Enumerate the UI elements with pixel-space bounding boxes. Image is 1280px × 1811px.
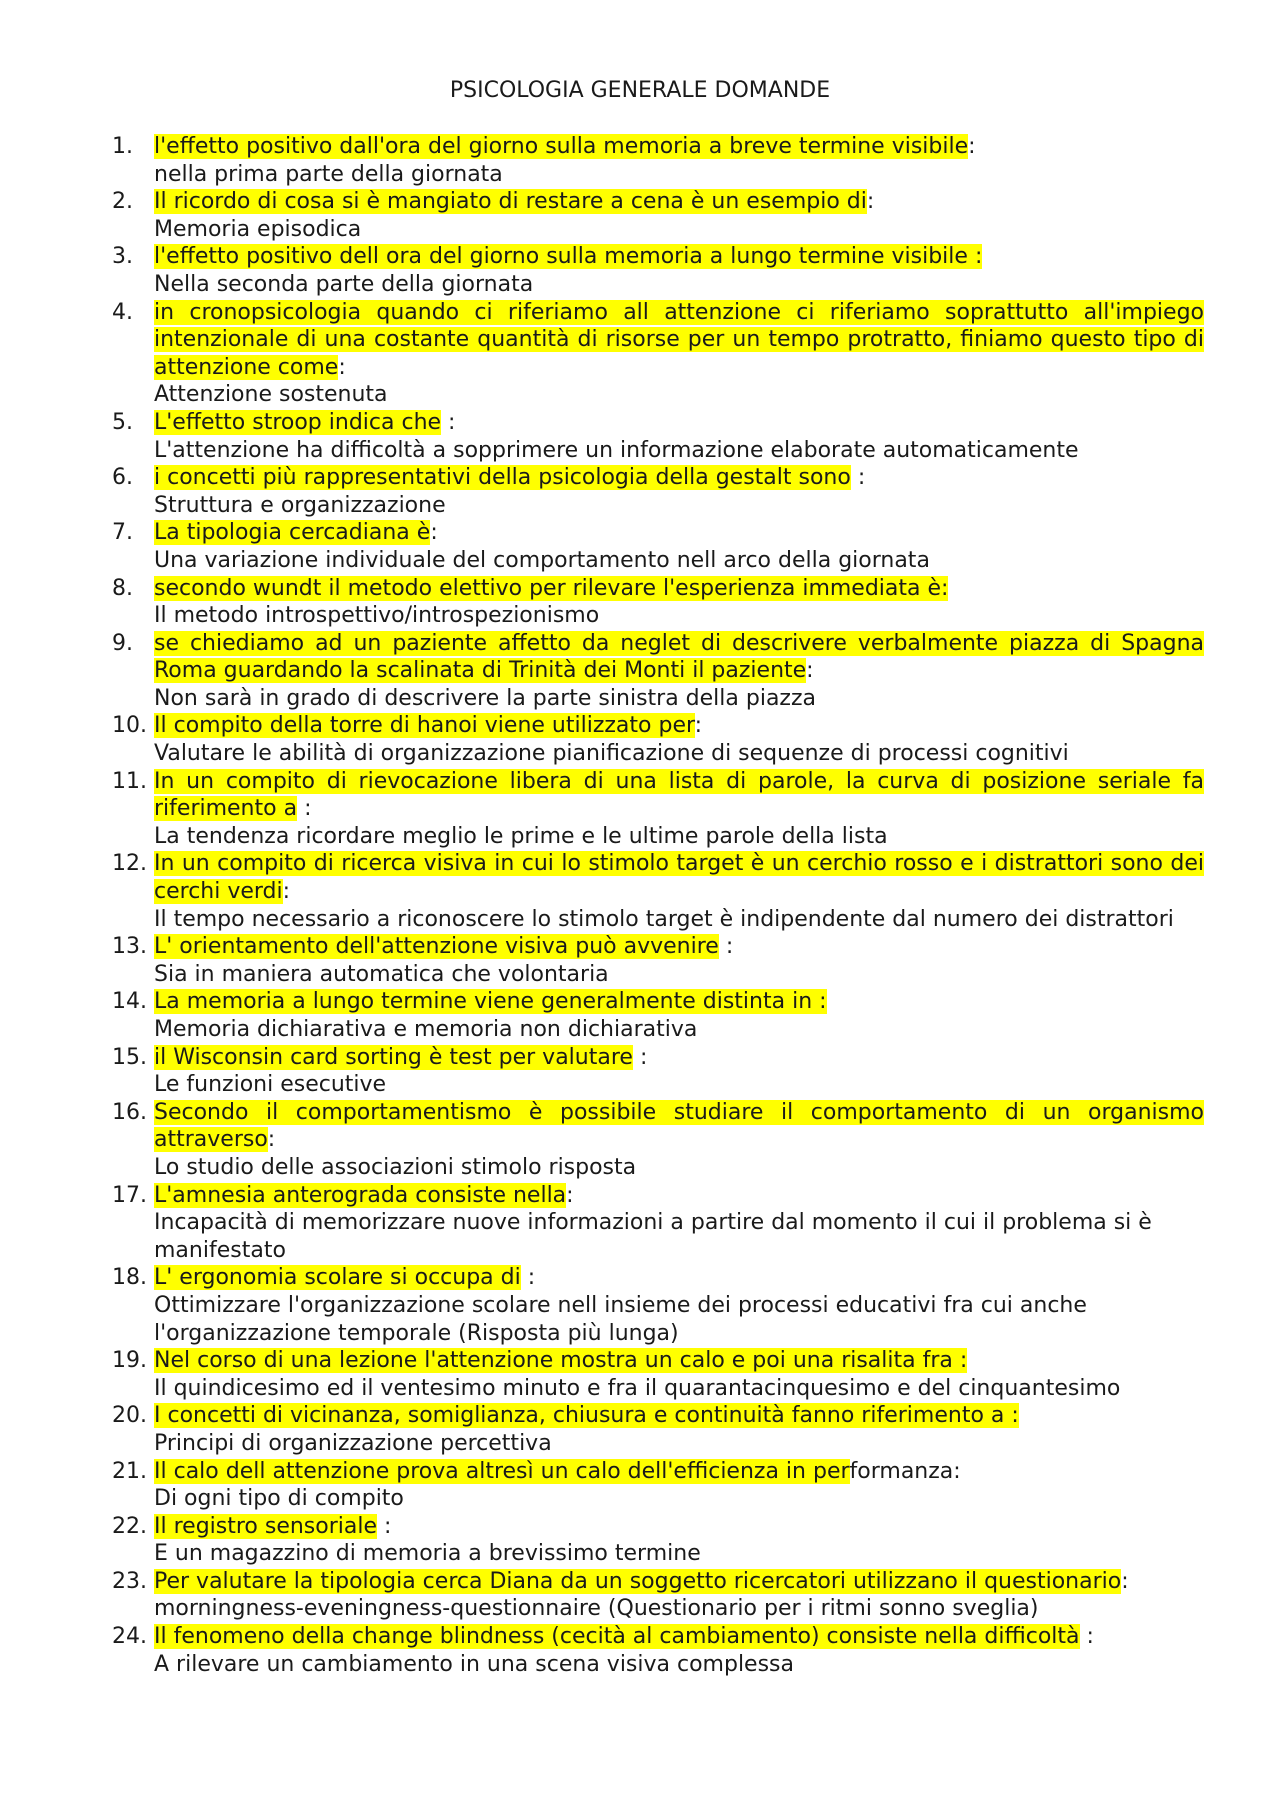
highlighted-question: Il ricordo di cosa si è mangiato di restare a cena è un esempio di bbox=[154, 189, 867, 215]
question-suffix: : bbox=[430, 520, 438, 546]
answer-text: Il metodo introspettivo/introspezionismo bbox=[154, 603, 600, 629]
list-item bbox=[0, 768, 1280, 851]
question-text bbox=[154, 464, 1204, 492]
list-item bbox=[0, 1099, 1280, 1182]
question-text bbox=[154, 630, 1204, 685]
item-body bbox=[154, 933, 1204, 988]
list-item bbox=[0, 850, 1280, 933]
question-text bbox=[154, 519, 1204, 547]
item-number: 13. bbox=[112, 934, 147, 960]
question-text bbox=[154, 768, 1204, 823]
answer-text: Ottimizzare l'organizzazione scolare nell insieme dei processi educativi fra cui anche l'organizzazione temporale (Risposta più lunga) bbox=[154, 1292, 1087, 1346]
question-suffix: : bbox=[632, 1044, 648, 1070]
item-body bbox=[154, 299, 1204, 409]
list-item bbox=[0, 575, 1280, 630]
answer-text: Il tempo necessario a riconoscere lo stimolo target è indipendente dal numero dei distrattori bbox=[154, 906, 1174, 932]
item-number: 20. bbox=[112, 1403, 147, 1429]
question-text bbox=[154, 243, 1204, 271]
item-number: 10. bbox=[112, 713, 147, 739]
item-number: 6. bbox=[112, 465, 133, 491]
question-text bbox=[154, 1099, 1204, 1154]
highlighted-question: Il registro sensoriale bbox=[154, 1513, 378, 1539]
answer-text: Nella seconda parte della giornata bbox=[154, 271, 534, 297]
question-suffix: : bbox=[520, 1265, 536, 1291]
question-text bbox=[154, 409, 1204, 437]
item-body bbox=[154, 1347, 1204, 1402]
highlighted-question: In un compito di rievocazione libera di una lista di parole, la curva di posizione seriale fa riferimento a bbox=[154, 768, 1204, 822]
item-body bbox=[154, 768, 1204, 851]
list-item bbox=[0, 988, 1280, 1043]
item-body bbox=[154, 409, 1204, 464]
answer-text: Principi di organizzazione percettiva bbox=[154, 1430, 552, 1456]
highlighted-question: Nel corso di una lezione l'attenzione mostra un calo e poi una risalita fra : bbox=[154, 1348, 968, 1374]
item-body bbox=[154, 133, 1204, 188]
list-item bbox=[0, 464, 1280, 519]
question-text bbox=[154, 933, 1204, 961]
highlighted-question: La tipologia cercadiana è bbox=[154, 520, 431, 546]
question-suffix: : bbox=[297, 796, 312, 822]
question-suffix: : bbox=[377, 1513, 392, 1539]
highlighted-question: in cronopsicologia quando ci riferiamo all attenzione ci riferiamo soprattutto all'impiego intenzionale di una costante quantità di risorse per un tempo protratto, finiamo questo tipo di attenzione come bbox=[154, 299, 1204, 380]
item-number: 9. bbox=[112, 630, 133, 656]
answer-text: La tendenza ricordare meglio le prime e le ultime parole della lista bbox=[154, 823, 888, 849]
item-number: 5. bbox=[112, 409, 133, 435]
question-text bbox=[154, 188, 1204, 216]
question-suffix: : bbox=[1079, 1624, 1094, 1650]
answer-text: Le funzioni esecutive bbox=[154, 1072, 387, 1098]
answer-text: A rilevare un cambiamento in una scena visiva complessa bbox=[154, 1651, 794, 1677]
list-item bbox=[0, 1182, 1280, 1265]
answer-text: L'attenzione ha difficoltà a sopprimere un informazione elaborate automaticamente bbox=[154, 437, 1079, 463]
question-suffix: : bbox=[866, 189, 875, 215]
question-suffix: : bbox=[441, 409, 456, 435]
highlighted-question: Il calo dell attenzione prova altresì un calo dell'efficienza in per bbox=[154, 1458, 850, 1484]
list-item bbox=[0, 188, 1280, 243]
highlighted-question: il Wisconsin card sorting è test per valutare bbox=[154, 1044, 633, 1070]
highlighted-question: Il fenomeno della change blindness (cecità al cambiamento) consiste nella difficoltà bbox=[154, 1624, 1080, 1650]
answer-text: Una variazione individuale del comportamento nell arco della giornata bbox=[154, 547, 930, 573]
list-item bbox=[0, 519, 1280, 574]
item-number: 15. bbox=[112, 1044, 147, 1070]
item-body bbox=[154, 519, 1204, 574]
question-suffix: : bbox=[267, 1127, 276, 1153]
question-text bbox=[154, 1347, 1204, 1375]
item-body bbox=[154, 1458, 1204, 1513]
question-text bbox=[154, 988, 1204, 1016]
item-number: 24. bbox=[112, 1624, 147, 1650]
list-item bbox=[0, 1347, 1280, 1402]
item-body bbox=[154, 1513, 1204, 1568]
item-number: 1. bbox=[112, 134, 133, 159]
list-item bbox=[0, 1568, 1280, 1623]
answer-text: Memoria dichiarativa e memoria non dichiarativa bbox=[154, 1017, 698, 1042]
question-text bbox=[154, 575, 1204, 603]
item-number: 21. bbox=[112, 1458, 147, 1484]
list-item bbox=[0, 1513, 1280, 1568]
list-item bbox=[0, 1458, 1280, 1513]
question-text bbox=[154, 850, 1204, 905]
list-item bbox=[0, 299, 1280, 409]
item-number: 8. bbox=[112, 575, 133, 601]
list-item bbox=[0, 1402, 1280, 1457]
list-item bbox=[0, 409, 1280, 464]
item-body bbox=[154, 712, 1204, 767]
question-text bbox=[154, 1458, 1204, 1486]
highlighted-question: Per valutare la tipologia cerca Diana da un soggetto ricercatori utilizzano il questionario bbox=[154, 1568, 1122, 1594]
item-body bbox=[154, 1044, 1204, 1099]
item-body bbox=[154, 575, 1204, 630]
question-text bbox=[154, 1044, 1204, 1072]
item-body bbox=[154, 630, 1204, 713]
item-number: 16. bbox=[112, 1099, 147, 1125]
highlighted-question: L'effetto stroop indica che bbox=[154, 409, 442, 435]
item-body bbox=[154, 850, 1204, 933]
item-number: 3. bbox=[112, 244, 133, 270]
answer-text: Il quindicesimo ed il ventesimo minuto e fra il quarantacinquesimo e del cinquantesimo bbox=[154, 1375, 1121, 1401]
list-item bbox=[0, 933, 1280, 988]
item-body bbox=[154, 1568, 1204, 1623]
item-body bbox=[154, 1623, 1204, 1678]
answer-text: Di ogni tipo di compito bbox=[154, 1486, 404, 1512]
highlighted-question: secondo wundt il metodo elettivo per rilevare l'esperienza immediata è: bbox=[154, 575, 949, 601]
question-text bbox=[154, 1623, 1204, 1651]
item-number: 14. bbox=[112, 989, 147, 1015]
question-text bbox=[154, 1568, 1204, 1596]
highlighted-question: se chiediamo ad un paziente affetto da neglet di descrivere verbalmente piazza di Spagna Roma guardando la scalinata di Trinità dei Monti il paziente bbox=[154, 630, 1204, 684]
answer-text: Sia in maniera automatica che volontaria bbox=[154, 961, 609, 987]
question-suffix: : bbox=[718, 934, 734, 960]
item-body bbox=[154, 464, 1204, 519]
item-number: 2. bbox=[112, 189, 133, 215]
highlighted-question: L' orientamento dell'attenzione visiva può avvenire bbox=[154, 934, 719, 960]
page-title: PSICOLOGIA GENERALE DOMANDE bbox=[449, 78, 831, 103]
item-number: 4. bbox=[112, 299, 133, 325]
answer-text: Lo studio delle associazioni stimolo risposta bbox=[154, 1154, 637, 1180]
highlighted-question: Secondo il comportamentismo è possibile studiare il comportamento di un organismo attraverso bbox=[154, 1099, 1204, 1153]
item-body bbox=[154, 1264, 1204, 1347]
question-suffix: : bbox=[694, 713, 703, 739]
list-item bbox=[0, 630, 1280, 713]
question-suffix: formanza: bbox=[849, 1458, 961, 1484]
item-number: 12. bbox=[112, 851, 147, 877]
highlighted-question: La memoria a lungo termine viene generalmente distinta in : bbox=[154, 989, 827, 1015]
question-text bbox=[154, 299, 1204, 382]
answer-text: Struttura e organizzazione bbox=[154, 492, 446, 518]
list-item bbox=[0, 1264, 1280, 1347]
item-body bbox=[154, 1099, 1204, 1182]
question-text bbox=[154, 1513, 1204, 1541]
answer-text: morningness-eveningness-questionnaire (Questionario per i ritmi sonno sveglia) bbox=[154, 1596, 1039, 1622]
highlighted-question: i concetti più rappresentativi della psicologia della gestalt sono bbox=[154, 465, 851, 491]
highlighted-question: Il compito della torre di hanoi viene utilizzato per bbox=[154, 713, 695, 739]
highlighted-question: L'amnesia anterograda consiste nella bbox=[154, 1182, 567, 1208]
highlighted-question: I concetti di vicinanza, somiglianza, chiusura e continuità fanno riferimento a : bbox=[154, 1403, 1019, 1429]
question-suffix: : bbox=[282, 879, 291, 905]
question-suffix: : bbox=[1121, 1568, 1129, 1594]
answer-text: Attenzione sostenuta bbox=[154, 382, 388, 408]
question-suffix: : bbox=[850, 465, 866, 491]
list-item bbox=[0, 133, 1280, 188]
list-item bbox=[0, 1044, 1280, 1099]
question-list bbox=[0, 133, 1280, 1678]
list-item bbox=[0, 1623, 1280, 1678]
highlighted-question: l'effetto positivo dall'ora del giorno sulla memoria a breve termine visibile bbox=[154, 134, 969, 159]
highlighted-question: l'effetto positivo dell ora del giorno sulla memoria a lungo termine visibile : bbox=[154, 244, 983, 270]
answer-text: E un magazzino di memoria a brevissimo termine bbox=[154, 1541, 701, 1567]
answer-text: nella prima parte della giornata bbox=[154, 161, 503, 187]
question-suffix: : bbox=[566, 1182, 574, 1208]
item-body bbox=[154, 1182, 1204, 1265]
item-number: 23. bbox=[112, 1568, 147, 1594]
question-text bbox=[154, 712, 1204, 740]
item-number: 19. bbox=[112, 1348, 147, 1374]
item-body bbox=[154, 188, 1204, 243]
item-number: 11. bbox=[112, 768, 147, 794]
list-item bbox=[0, 243, 1280, 298]
item-body bbox=[154, 243, 1204, 298]
highlighted-question: In un compito di ricerca visiva in cui lo stimolo target è un cerchio rosso e i distrattori sono dei cerchi verdi bbox=[154, 851, 1204, 905]
question-text bbox=[154, 133, 1204, 161]
answer-text: Non sarà in grado di descrivere la parte sinistra della piazza bbox=[154, 685, 817, 711]
question-suffix: : bbox=[968, 134, 976, 159]
item-number: 17. bbox=[112, 1182, 147, 1208]
question-text bbox=[154, 1402, 1204, 1430]
item-number: 18. bbox=[112, 1265, 147, 1291]
item-number: 7. bbox=[112, 520, 133, 546]
question-suffix: : bbox=[806, 658, 814, 684]
highlighted-question: L' ergonomia scolare si occupa di bbox=[154, 1265, 521, 1291]
item-body bbox=[154, 1402, 1204, 1457]
answer-text: Incapacità di memorizzare nuove informazioni a partire dal momento il cui il problema si è manifestato bbox=[154, 1210, 1152, 1263]
answer-text: Valutare le abilità di organizzazione pianificazione di sequenze di processi cognitivi bbox=[154, 741, 1069, 767]
question-suffix: : bbox=[338, 354, 346, 380]
item-number: 22. bbox=[112, 1513, 147, 1539]
question-text bbox=[154, 1264, 1204, 1292]
list-item bbox=[0, 712, 1280, 767]
answer-text: Memoria episodica bbox=[154, 216, 362, 242]
item-body bbox=[154, 988, 1204, 1043]
question-text bbox=[154, 1182, 1204, 1210]
